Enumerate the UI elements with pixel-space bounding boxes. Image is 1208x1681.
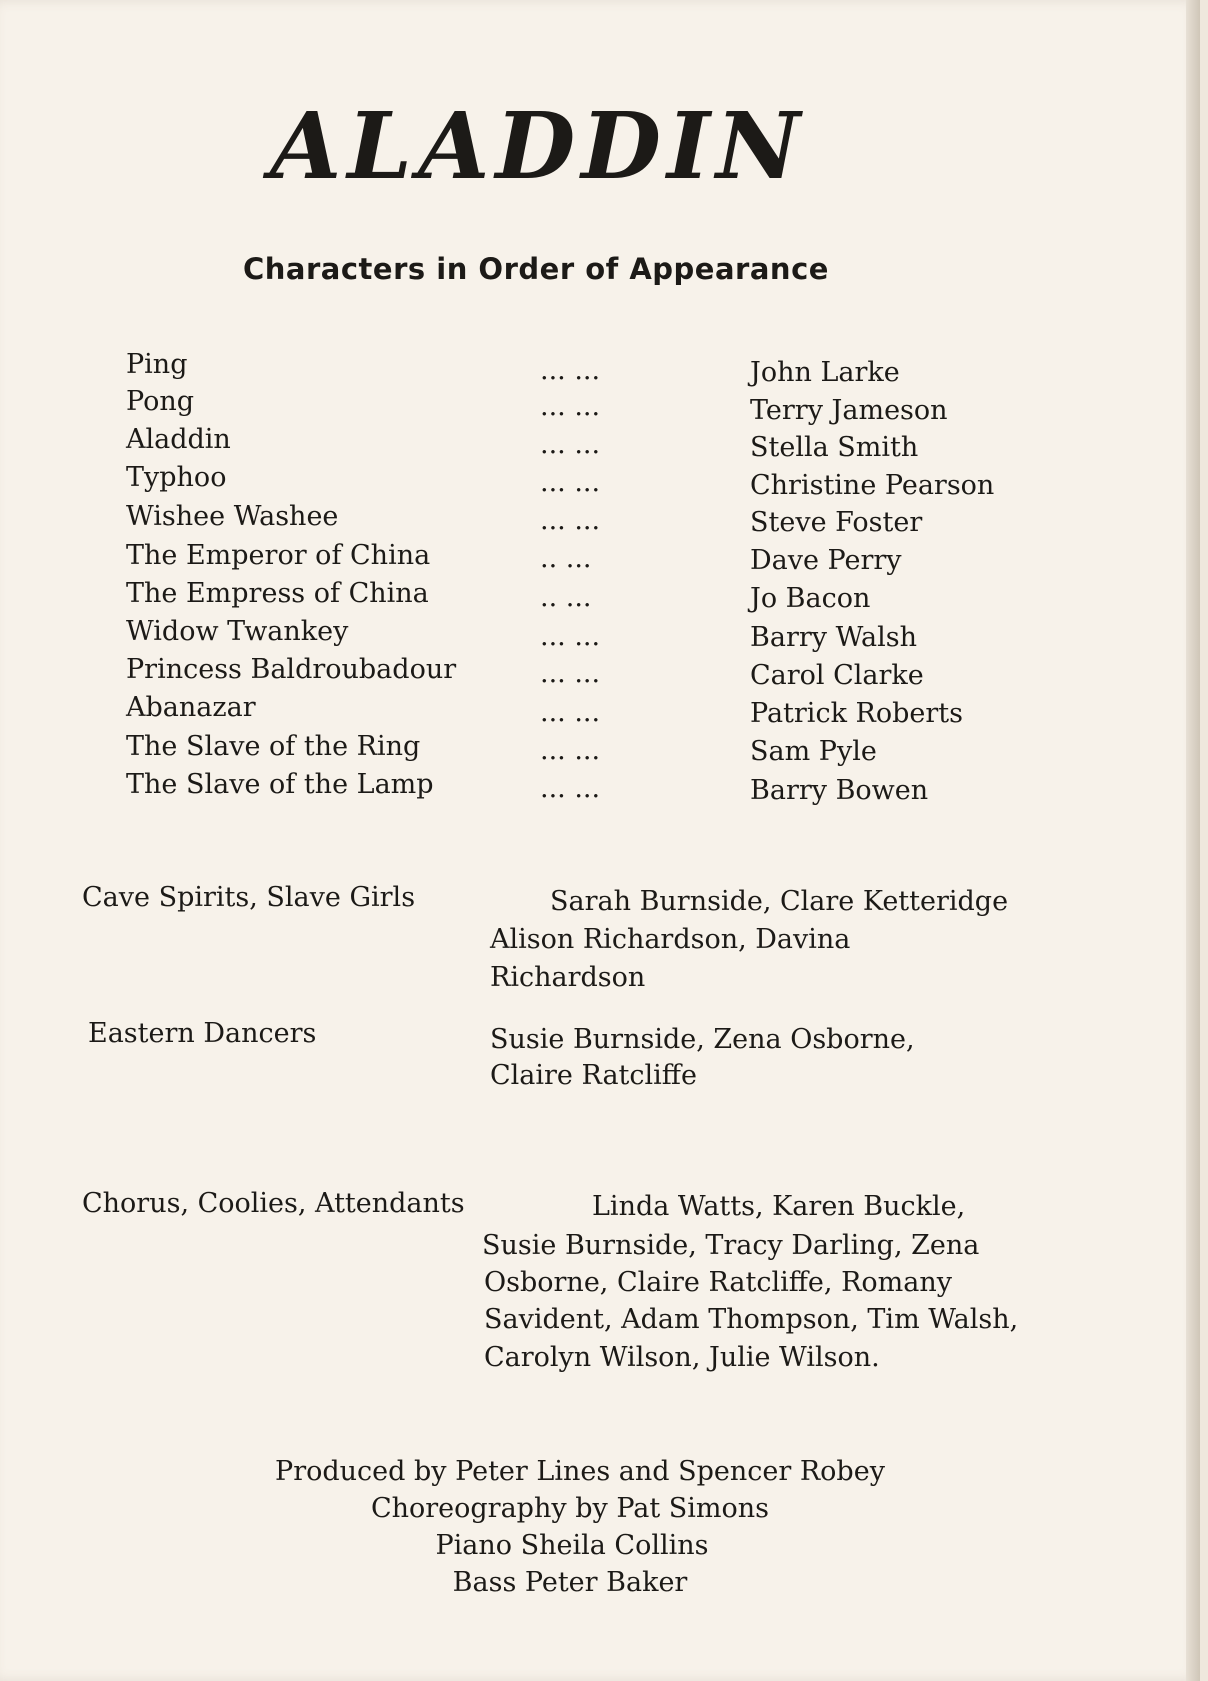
- group-names-line: Alison Richardson, Davina: [490, 924, 851, 955]
- actor-name: Dave Perry: [750, 545, 902, 576]
- leader-dots: ... ...: [540, 505, 601, 536]
- leader-dots: ... ...: [540, 621, 601, 652]
- production-credits: [0, 1453, 1200, 1601]
- page-title: ALADDIN: [270, 92, 807, 200]
- actor-name: Steve Foster: [750, 507, 923, 538]
- role-name: The Empress of China: [126, 578, 429, 609]
- role-name: Ping: [126, 349, 188, 380]
- group-names-line: Carolyn Wilson, Julie Wilson.: [484, 1342, 880, 1373]
- leader-dots: .. ...: [540, 543, 592, 574]
- piano-credit: Piano Sheila Collins: [435, 1530, 709, 1561]
- role-name: Wishee Washee: [126, 501, 339, 532]
- role-name: The Emperor of China: [126, 540, 431, 571]
- role-name: Abanazar: [126, 692, 256, 723]
- role-name: Princess Baldroubadour: [126, 654, 457, 685]
- group-names-line: Savident, Adam Thompson, Tim Walsh,: [484, 1304, 1019, 1335]
- role-name: Aladdin: [126, 424, 231, 455]
- group-label: Eastern Dancers: [88, 1018, 317, 1049]
- role-name: The Slave of the Lamp: [126, 769, 434, 800]
- produced-by: Produced by Peter Lines and Spencer Robey: [275, 1456, 885, 1487]
- actor-name: Carol Clarke: [750, 660, 924, 691]
- group-names-line: Sarah Burnside, Clare Ketteridge: [550, 886, 1009, 917]
- leader-dots: ... ...: [540, 773, 601, 804]
- group-names-line: Claire Ratcliffe: [490, 1060, 697, 1091]
- role-name: Widow Twankey: [126, 616, 349, 647]
- actor-name: Patrick Roberts: [750, 698, 963, 729]
- group-names-line: Susie Burnside, Zena Osborne,: [490, 1024, 915, 1055]
- group-names-line: Susie Burnside, Tracy Darling, Zena: [482, 1230, 980, 1261]
- leader-dots: ... ...: [540, 697, 601, 728]
- actor-name: Christine Pearson: [750, 470, 995, 501]
- group-names-line: Richardson: [490, 962, 646, 993]
- leader-dots: .. ...: [540, 582, 592, 613]
- choreography-credit: Choreography by Pat Simons: [370, 1493, 770, 1524]
- actor-name: Barry Bowen: [750, 775, 929, 806]
- group-names-line: Osborne, Claire Ratcliffe, Romany: [484, 1267, 953, 1298]
- role-name: The Slave of the Ring: [126, 731, 421, 762]
- leader-dots: ... ...: [540, 355, 601, 386]
- page-edge: [1186, 0, 1200, 1681]
- leader-dots: ... ...: [540, 658, 601, 689]
- actor-name: Stella Smith: [750, 432, 919, 463]
- leader-dots: ... ...: [540, 467, 601, 498]
- group-label: Chorus, Coolies, Attendants: [82, 1188, 465, 1219]
- leader-dots: ... ...: [540, 429, 601, 460]
- actor-name: Terry Jameson: [750, 395, 948, 426]
- leader-dots: ... ...: [540, 391, 601, 422]
- group-names-line: Linda Watts, Karen Buckle,: [592, 1191, 966, 1222]
- actor-name: John Larke: [750, 357, 900, 388]
- group-label: Cave Spirits, Slave Girls: [82, 882, 416, 913]
- actor-name: Jo Bacon: [750, 583, 871, 614]
- actor-name: Sam Pyle: [750, 736, 877, 767]
- leader-dots: ... ...: [540, 735, 601, 766]
- role-name: Pong: [126, 386, 195, 417]
- role-name: Typhoo: [126, 462, 227, 493]
- actor-name: Barry Walsh: [750, 622, 917, 653]
- page-subtitle: Characters in Order of Appearance: [243, 252, 829, 286]
- bass-credit: Bass Peter Baker: [452, 1567, 688, 1598]
